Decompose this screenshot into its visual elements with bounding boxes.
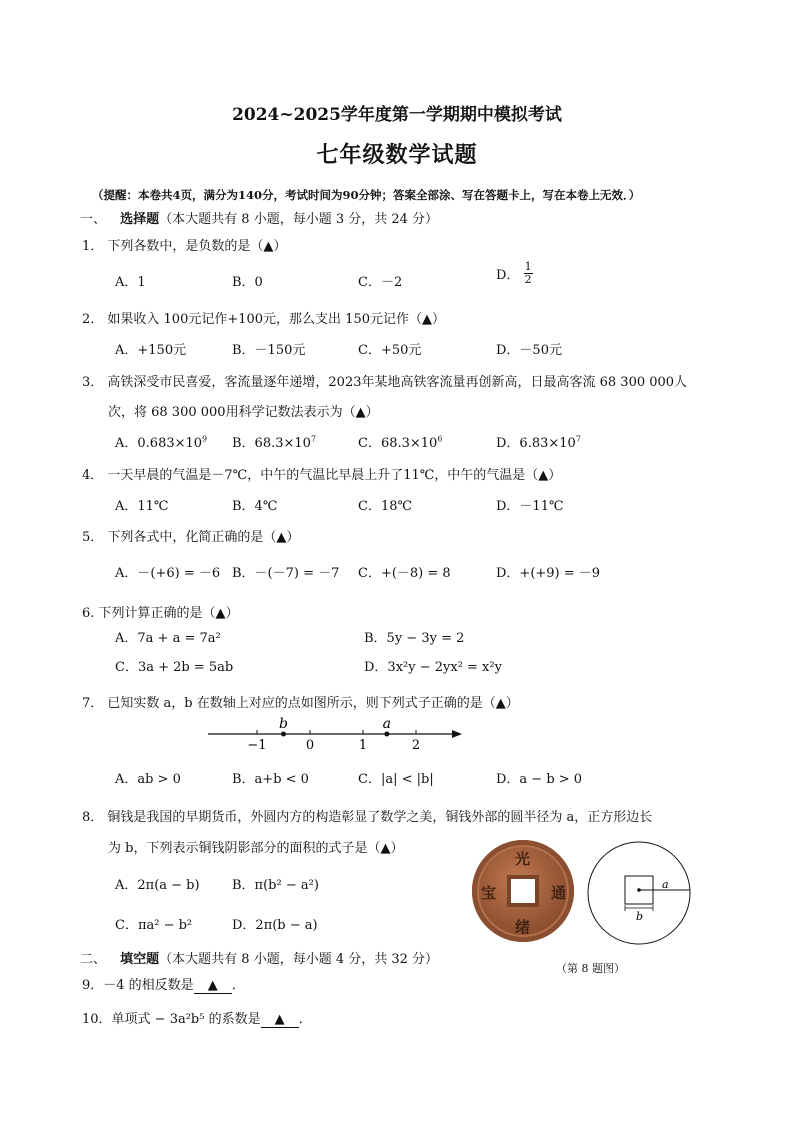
question-3-stem-line-2: 次，将 68 300 000用科学记数法表示为（▲）	[108, 405, 379, 420]
exam-instructions: （提醒：本卷共4页，满分为140分，考试时间为90分钟；答案全部涂、写在答题卡上，写在本卷上无效．）	[92, 188, 641, 202]
question-1-option-d-prefix: D．	[496, 268, 520, 283]
number-line-tick-label: 2	[411, 738, 421, 753]
option-d-exponent: 7	[575, 434, 581, 444]
number-line-arrow-icon	[452, 730, 462, 738]
subject-title: 七年级数学试题	[316, 142, 478, 168]
side-label: b	[636, 910, 644, 923]
question-5-option-a: A．－(+6) = －6	[115, 566, 221, 581]
section-one-name: 选择题	[120, 212, 160, 227]
fraction-one-half	[524, 261, 533, 286]
coin-char-right: 通	[551, 884, 567, 902]
section-one-heading	[80, 208, 438, 227]
question-4-option-a: A．11℃	[115, 499, 169, 514]
question-1-option-d	[496, 261, 533, 286]
question-2-stem: 2． 如果收入 100元记作+100元，那么支出 150元记作（▲）	[82, 312, 445, 327]
fraction-numerator: 1	[524, 260, 532, 273]
question-2-option-d: D．－50元	[496, 343, 562, 358]
section-two-heading	[80, 948, 438, 967]
section-one-number: 一、	[80, 212, 107, 227]
question-8-option-c: C．πa² − b²	[115, 918, 193, 933]
question-4-option-c: C．18℃	[358, 499, 413, 514]
coin-geometry-diagram	[584, 838, 694, 948]
section-two-number: 二、	[80, 952, 107, 967]
question-3-stem-line-1: 3． 高铁深受市民喜爱，客流量逐年递增，2023年某地高铁客流量再创新高，日最高客流 68 300 000人	[82, 375, 688, 390]
section-two-desc: （本大题共有 8 小题，每小题 4 分，共 32 分）	[159, 952, 439, 967]
question-2-option-c: C．+50元	[358, 343, 422, 358]
question-7-option-a: A．ab > 0	[115, 772, 181, 787]
question-7-stem: 7． 已知实数 a，b 在数轴上对应的点如图所示，则下列式子正确的是（▲）	[82, 696, 519, 711]
question-6-option-a: A．7a + a = 7a²	[115, 631, 221, 646]
fraction-denominator: 2	[524, 273, 532, 286]
question-9-suffix: ．	[231, 978, 245, 993]
question-3-option-b	[232, 432, 316, 451]
number-line-tick-label: −1	[247, 738, 267, 753]
option-c-base: C．68.3×10	[358, 436, 438, 451]
question-10	[82, 1008, 312, 1028]
question-4-option-b: B．4℃	[232, 499, 278, 514]
question-4-stem: 4． 一天早晨的气温是－7℃，中午的气温比早晨上升了11℃，中午的气温是（▲）	[82, 468, 562, 483]
number-line-figure	[200, 712, 470, 754]
option-b-exponent: 7	[310, 434, 317, 444]
question-7-option-c: C．|a| < |b|	[358, 772, 434, 787]
question-9-answer-blank[interactable]: ▲	[194, 978, 232, 994]
question-3-option-c	[358, 432, 442, 451]
coin-char-left: 宝	[481, 884, 497, 902]
copper-coin-image	[472, 840, 574, 942]
point-a-dot	[384, 732, 389, 737]
question-2-option-b: B．－150元	[232, 343, 306, 358]
question-8-option-d: D．2π(b − a)	[232, 918, 318, 933]
option-c-exponent: 6	[437, 434, 443, 444]
question-2-option-a: A．+150元	[115, 343, 187, 358]
number-line-tick-label: 0	[305, 738, 315, 753]
question-10-suffix: ．	[298, 1012, 312, 1027]
question-8-stem-line-1: 8． 铜钱是我国的早期货币，外圆内方的构造彰显了数学之美，铜钱外部的圆半径为 a，正方形边长	[82, 810, 653, 825]
option-a-exponent: 9	[202, 434, 208, 444]
question-8-option-b: B．π(b² − a²)	[232, 878, 319, 893]
question-6-option-b: B．5y − 3y = 2	[364, 631, 465, 646]
question-5-option-c: C．+(－8) = 8	[358, 566, 451, 581]
question-8-stem-line-2: 为 b，下列表示铜钱阴影部分的面积的式子是（▲）	[108, 841, 404, 856]
section-two-name: 填空题	[120, 952, 160, 967]
section-one-desc: （本大题共有 8 小题，每小题 3 分，共 24 分）	[159, 212, 439, 227]
question-9	[82, 974, 245, 994]
question-7-option-d: D．a − b > 0	[496, 772, 583, 787]
question-1-stem: 1． 下列各数中，是负数的是（▲）	[82, 239, 287, 254]
question-9-prefix: 9．－4 的相反数是	[82, 978, 194, 993]
point-b-label: b	[279, 716, 288, 732]
question-7-option-b: B．a+b < 0	[232, 772, 309, 787]
number-line-tick-label: 1	[358, 738, 368, 753]
question-3-option-d	[496, 432, 581, 451]
question-6-option-c: C．3a + 2b = 5ab	[115, 660, 234, 675]
question-6-stem: 6. 下列计算正确的是（▲）	[82, 606, 239, 621]
question-5-stem: 5． 下列各式中，化简正确的是（▲）	[82, 530, 300, 545]
figure-8-caption: （第 8 题图）	[556, 962, 625, 975]
question-1-option-c: C．－2	[358, 275, 403, 290]
option-d-base: D．6.83×10	[496, 436, 576, 451]
radius-label: a	[662, 878, 669, 891]
question-5-option-b: B．－(－7) = －7	[232, 566, 340, 581]
question-1-option-b: B．0	[232, 275, 263, 290]
coin-square-hole	[511, 879, 535, 903]
question-3-option-a	[115, 432, 207, 451]
option-b-base: B．68.3×10	[232, 436, 311, 451]
exam-title: 2024~2025学年度第一学期期中模拟考试	[232, 105, 562, 125]
point-b-dot	[281, 732, 286, 737]
question-8-option-a: A．2π(a − b)	[115, 878, 200, 893]
question-6-option-d: D．3x²y − 2yx² = x²y	[364, 660, 502, 675]
coin-char-bottom: 绪	[515, 918, 531, 936]
question-1-option-a: A．1	[115, 275, 146, 290]
option-a-base: A．0.683×10	[115, 436, 203, 451]
coin-char-top: 光	[515, 850, 531, 868]
question-5-option-d: D．+(+9) = －9	[496, 566, 601, 581]
point-a-label: a	[382, 716, 392, 732]
question-10-answer-blank[interactable]: ▲	[261, 1012, 299, 1028]
question-10-prefix: 10．单项式 − 3a²b⁵ 的系数是	[82, 1012, 261, 1027]
question-4-option-d: D．－11℃	[496, 499, 564, 514]
